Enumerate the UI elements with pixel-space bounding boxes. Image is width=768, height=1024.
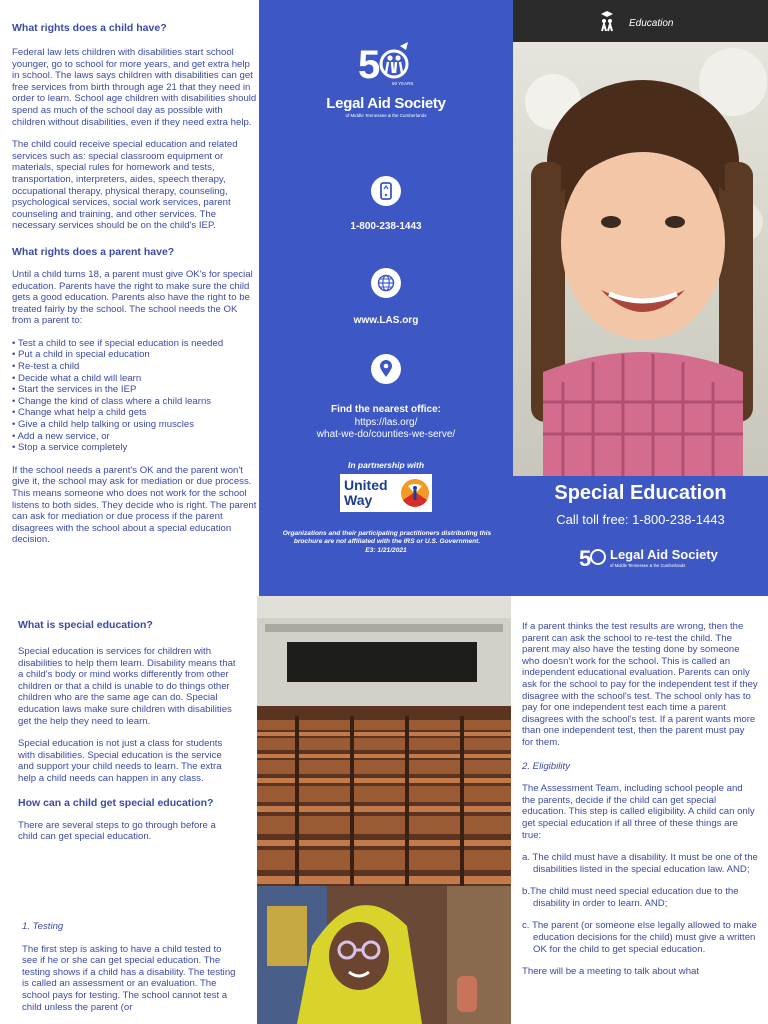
list-item: • Change what help a child gets (12, 407, 147, 419)
list-item: • Add a new service, or (12, 430, 110, 442)
list-item: • Start the services in the IEP (12, 384, 137, 396)
uw-line1: United (344, 477, 388, 493)
phone-block (259, 176, 513, 232)
list-item: • Change the kind of class where a child learns (12, 395, 212, 407)
criterion-c: c. The parent (or someone else legally allowed to make education decisions for the child) must give a written OK for the child to get special education. (522, 920, 757, 955)
list-item: • Decide what a child will learn (12, 372, 142, 384)
paragraph: There are several steps to go through before a child can get special education. (18, 819, 216, 843)
publication-code: E3: 1/21/2021 (365, 547, 407, 554)
list-item: • Stop a service completely (12, 442, 128, 454)
phone-number[interactable]: 1-800-238-1443 (350, 221, 422, 232)
united-way-emblem-icon (400, 478, 430, 508)
logo-years: 50 YEARS (392, 81, 414, 86)
step-heading-eligibility: 2. Eligibility (522, 760, 570, 772)
cover-call: Call toll free: 1-800-238-1443 (556, 512, 725, 527)
classroom-photo (257, 596, 511, 886)
logo-number: 5 (358, 43, 381, 87)
paragraph: Until a child turns 18, a parent must give OK's for special education. Parents have the right to make sure the child gets a good education. Parents also have the right to be treated fairly by the school. The school needs the OK from a parent to: (12, 268, 253, 327)
rights-column (12, 22, 258, 546)
web-block (259, 268, 513, 326)
las-logo (259, 40, 513, 118)
cover-header (513, 0, 768, 42)
org-subtitle: of Middle Tennessee & the Cumberlands (345, 113, 427, 118)
cover-logo (579, 544, 759, 574)
testing-section (22, 921, 238, 1013)
paragraph: There will be a meeting to talk about what (522, 966, 700, 978)
contact-panel (259, 0, 513, 596)
cover-org-subtitle: of Middle Tennessee & the Cumberlands (610, 563, 686, 568)
paragraph: The Assessment Team, including school people and the parents, decide if the child can get special education. This step is called eligibility. A child can only get special education if all three of these things are true: (522, 783, 755, 841)
step-heading-testing: 1. Testing (22, 921, 64, 932)
student-photo (257, 886, 511, 1024)
paragraph: If a parent thinks the test results are wrong, then the parent can ask the school to re-test the child. The parent may also have the testing done by someone who doesn't work for the school. This is called an independent educational evaluation. Parents can only ask for the school to pay for the independent test if they disagree with the school's test. The school only has to pay for one independent test each time a parent disagrees with the school's test. If a parent wants more than one independent test, then the parent must pay for them. (522, 621, 758, 748)
paragraph: The first step is asking to have a child tested to see if he or she can get special education. The testing shows if a child has a disability. The testing is called an assessment or an evaluation. The school pays for testing. The school cannot test a child unless the parent (or (22, 943, 236, 1013)
ok-list (12, 338, 258, 454)
office-url-1[interactable]: https://las.org/ (354, 417, 418, 428)
cover-logo-number: 5 (579, 546, 592, 570)
special-ed-column (18, 619, 236, 843)
cover-photo (513, 42, 768, 476)
paragraph: If the school needs a parent's OK and the parent won't give it, the school may ask for mediation or due process. This means someone who does not work for the school listens to both sides. They decide who is right. The parent can ask for mediation or due process if the parent disagrees with the school about a special education decision. (12, 464, 257, 546)
phone-icon (371, 176, 401, 206)
website-link[interactable]: www.LAS.org (353, 315, 419, 326)
cover-title-panel (513, 476, 768, 596)
cover-title: Special Education (554, 482, 727, 504)
list-item: • Test a child to see if special education is needed (12, 337, 224, 349)
list-item: • Put a child in special education (12, 349, 150, 361)
education-icon (599, 10, 615, 32)
paragraph: Special education is not just a class for students with disabilities. Special education is the service and support your child needs to learn. The extra help a child needs can happen in any class. (18, 738, 223, 784)
heading-child-rights: What rights does a child have? (12, 22, 167, 34)
globe-icon (371, 268, 401, 298)
office-url-2[interactable]: what-we-do/counties-we-serve/ (316, 429, 456, 440)
criterion-a: a. The child must have a disability. It must be one of the disabilities listed in the special education law. AND; (522, 852, 758, 875)
cover-logo-mark (579, 544, 607, 570)
location-pin-icon (371, 354, 401, 384)
heading-how-to-get: How can a child get special education? (18, 796, 214, 809)
cover-org-name: Legal Aid Society (610, 547, 718, 562)
heading-parent-rights: What rights does a parent have? (12, 245, 175, 258)
criterion-b: b.The child must need special education due to the disability in order to learn. AND; (522, 886, 739, 909)
uw-line2: Way (344, 492, 373, 508)
heading-what-is: What is special education? (18, 619, 153, 631)
paragraph: Special education is services for children with disabilities to help them learn. Disability means that a child's body or mind works differently from other children or that a child is unable to do things other children who are the same age can do. Special education laws make sure children with disabilities get the help they need to learn. (18, 646, 236, 727)
evaluation-column (522, 621, 758, 978)
office-title: Find the nearest office: (330, 404, 441, 415)
united-way-logo (340, 474, 432, 512)
fifty-years-mark (356, 40, 416, 88)
header-label: Education (629, 18, 674, 29)
org-name: Legal Aid Society (326, 95, 446, 112)
disclaimer: Organizations and their participating practitioners distributing this brochure are not affiliated with the IRS or U.S. Government. (282, 530, 492, 546)
paragraph: The child could receive special education and related services such as: special classroom equipment or materials, special rules for homework and tests, transportation, interpreters, aides, speech therapy, occupational therapy, physical therapy, counseling, psychological services, social work services, parent counseling and training, and other services. The necessary services should be on the child's IEP. (12, 139, 238, 232)
paragraph: Federal law lets children with disabilities start school younger, go to school for more years, and get extra help in school. The laws says children with disabilities can get free services from birth through age 21 that they need in order to learn. School age children with disabilities should spend as much of the school day as possible with children without disabilities, even if they need extra help. (12, 47, 257, 128)
list-item: • Give a child help talking or using muscles (12, 419, 194, 431)
partnership-label: In partnership with (347, 460, 425, 470)
list-item: • Re-test a child (12, 361, 80, 373)
office-block (259, 354, 513, 440)
